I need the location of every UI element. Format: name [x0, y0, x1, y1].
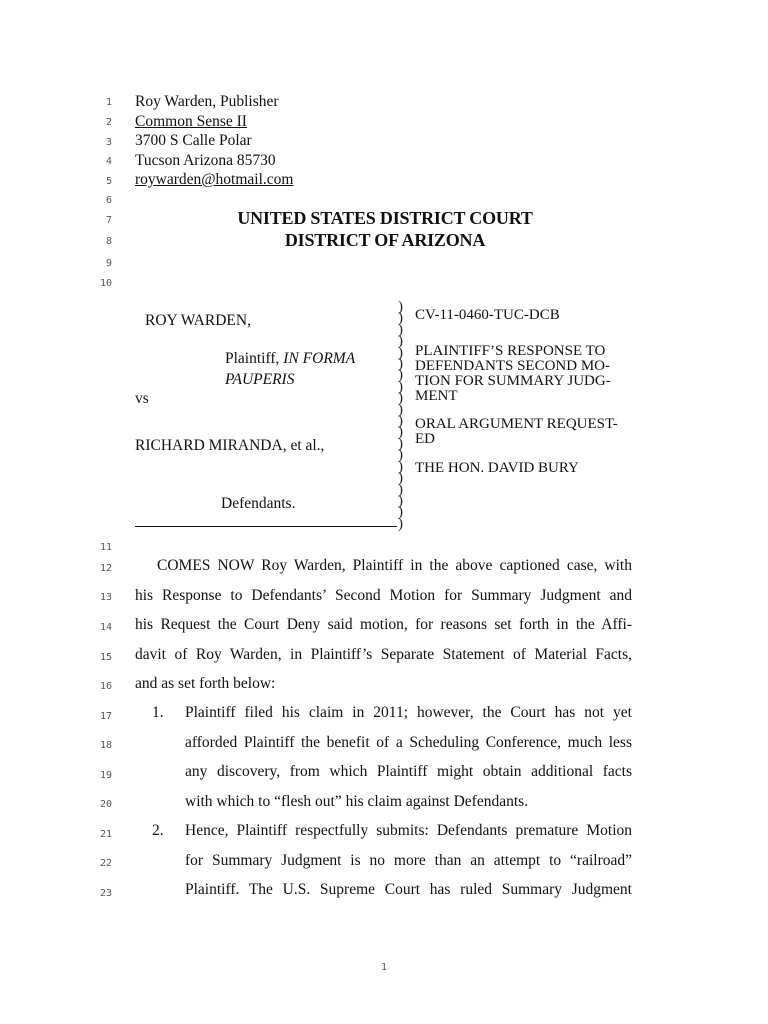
line-number: 7 [105, 215, 112, 226]
plaintiff-role-line [225, 350, 355, 368]
oral-argument-line: ED [415, 431, 435, 447]
paragraph-number: 1. [152, 704, 164, 721]
caption-rule [135, 526, 397, 527]
body-line: afforded Plaintiff the benefit of a Scheduling Conference, much less [185, 734, 632, 751]
body-line: and as set forth below: [135, 675, 276, 692]
line-number: 6 [105, 195, 112, 206]
body-line: Hence, Plaintiff respectfully submits: Defendants premature Motion [185, 822, 632, 839]
line-number: 3 [105, 137, 112, 148]
header-name: Roy Warden, Publisher [135, 93, 279, 110]
plaintiff-status-cont: PAUPERIS [225, 371, 295, 388]
line-number: 21 [99, 829, 112, 840]
line-number: 8 [105, 236, 112, 247]
header-email-link[interactable]: roywarden@hotmail.com [135, 171, 294, 188]
page-number: 1 [380, 962, 388, 973]
header-street: 3700 S Calle Polar [135, 132, 252, 149]
body-line: Plaintiff filed his claim in 2011; however, the Court has not yet [185, 704, 632, 721]
court-district: DISTRICT OF ARIZONA [284, 230, 486, 250]
document-title-line: DEFENDANTS SECOND MO- [415, 358, 611, 374]
line-number: 20 [99, 799, 112, 810]
defendant-role: Defendants. [221, 495, 296, 512]
body-line: any discovery, from which Plaintiff might obtain additional facts [185, 763, 632, 780]
body-line: his Request the Court Deny said motion, for reasons set forth in the Affi- [135, 616, 632, 633]
document-title-line: PLAINTIFF’S RESPONSE TO [415, 343, 606, 359]
document-title-line: TION FOR SUMMARY JUDG- [415, 373, 611, 389]
paragraph-number: 2. [152, 822, 164, 839]
body-line: COMES NOW Roy Warden, Plaintiff in the above captioned case, with [157, 557, 632, 574]
line-number: 10 [99, 278, 112, 289]
line-number: 17 [99, 711, 112, 722]
document-title-line: MENT [415, 388, 458, 404]
line-number: 18 [99, 740, 112, 751]
header-publication: Common Sense II [135, 113, 247, 130]
plaintiff-status: IN FORMA [283, 350, 356, 367]
line-number: 1 [105, 97, 112, 108]
line-number: 4 [105, 156, 112, 167]
body-line: for Summary Judgment is no more than an attempt to “railroad” [185, 852, 632, 869]
line-number: 5 [105, 176, 112, 187]
line-number: 12 [99, 563, 112, 574]
defendant-name: RICHARD MIRANDA, et al., [135, 437, 325, 454]
line-number: 15 [99, 652, 112, 663]
line-number: 13 [99, 592, 112, 603]
judge: THE HON. DAVID BURY [415, 460, 579, 476]
line-number: 16 [99, 681, 112, 692]
plaintiff-role: Plaintiff, [225, 350, 284, 367]
caption-parentheses: ) ) ) ) ) ) ) ) ) ) ) ) ) ) ) ) ) ) ) ) [398, 299, 403, 532]
plaintiff-name: ROY WARDEN, [145, 312, 251, 329]
line-number: 11 [99, 542, 112, 553]
body-line: with which to “flesh out” his claim against Defendants. [185, 793, 529, 810]
body-line: davit of Roy Warden, in Plaintiff’s Separate Statement of Material Facts, [135, 646, 632, 663]
oral-argument [415, 417, 645, 447]
header-city: Tucson Arizona 85730 [135, 152, 276, 169]
body-line: Plaintiff. The U.S. Supreme Court has ruled Summary Judgment [185, 881, 632, 898]
document-title [415, 344, 645, 404]
court-title: UNITED STATES DISTRICT COURT [237, 208, 533, 228]
oral-argument-line: ORAL ARGUMENT REQUEST- [415, 416, 618, 432]
line-number: 2 [105, 117, 112, 128]
line-number: 23 [99, 888, 112, 899]
line-number: 9 [105, 258, 112, 269]
case-number: CV-11-0460-TUC-DCB [415, 307, 560, 323]
line-number: 14 [99, 622, 112, 633]
line-number: 19 [99, 770, 112, 781]
line-number: 22 [99, 858, 112, 869]
versus: vs [135, 390, 149, 407]
body-line: his Response to Defendants’ Second Motion for Summary Judgment and [135, 587, 632, 604]
